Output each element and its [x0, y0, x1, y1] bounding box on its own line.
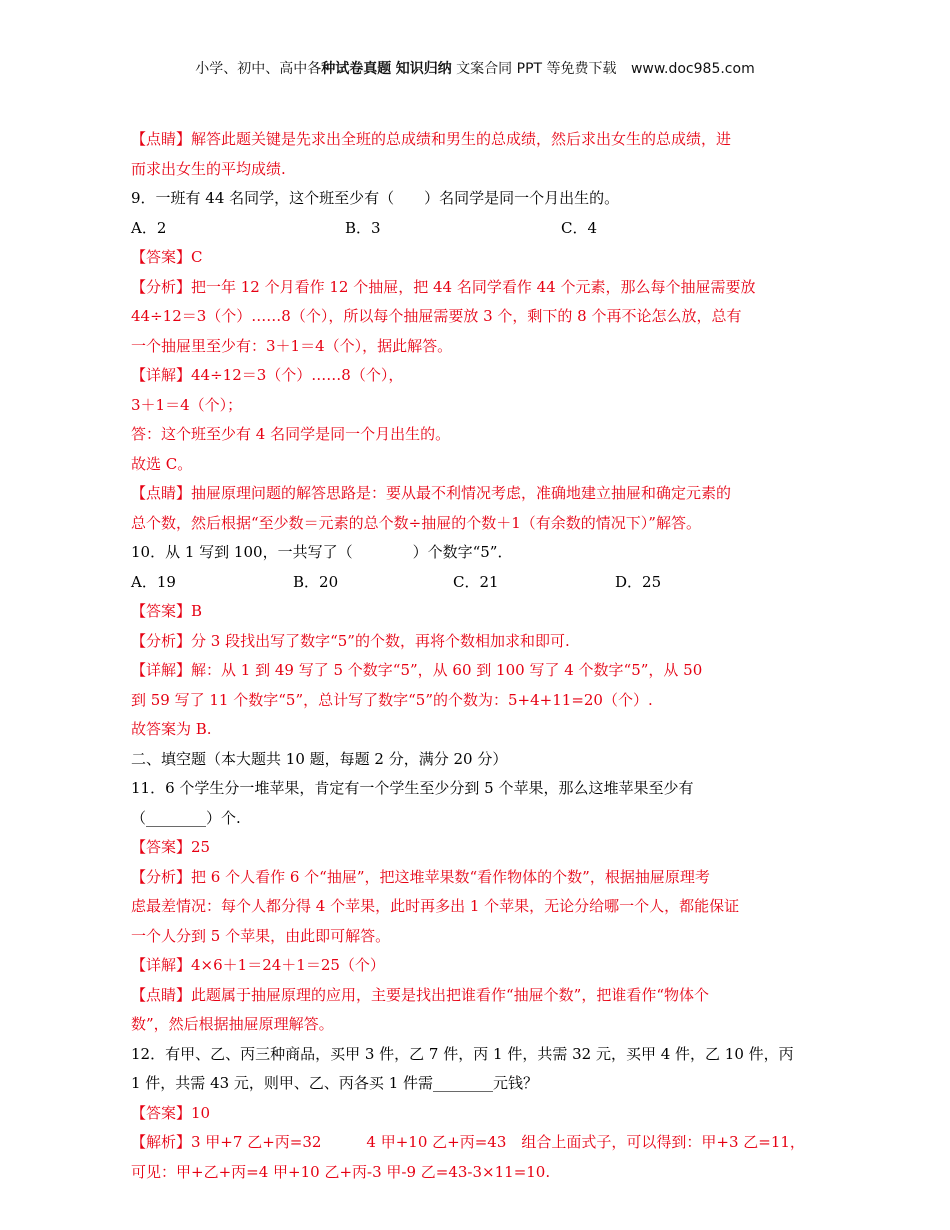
- q9-options: [131, 214, 821, 244]
- q9-option-a: A．2: [131, 218, 167, 237]
- q11-tip-1: 【点睛】此题属于抽屉原理的应用，主要是找出把谁看作“抽屉个数”，把谁看作“物体个: [131, 985, 710, 1004]
- q12-question-1: 12．有甲、乙、丙三种商品，买甲 3 件，乙 7 件，丙 1 件，共需 32 元，买甲 4 件，乙 10 件，丙: [131, 1044, 794, 1063]
- q12-question-2: 1 件，共需 43 元，则甲、乙、丙各买 1 件需________元钱？: [131, 1074, 539, 1092]
- q10-detail-2: 到 59 写了 11 个数字“5”，总计写了数字“5”的个数为：5+4+11=20（个）.: [131, 690, 653, 709]
- q10-analysis: 【分析】分 3 段找出写了数字“5”的个数，再将个数相加求和即可.: [131, 631, 570, 650]
- q9-detail-3: 答：这个班至少有 4 名同学是同一个月出生的。: [131, 425, 451, 443]
- q11-analysis-3: 一个人分到 5 个苹果，由此即可解答。: [131, 926, 391, 945]
- q9-answer: 【答案】C: [131, 248, 203, 266]
- q9-detail-2: 3＋1＝4（个）；: [131, 395, 243, 414]
- q9-option-b: B．3: [345, 218, 381, 237]
- q10-detail-1: 【详解】解：从 1 到 49 写了 5 个数字“5”，从 60 到 100 写了 4 个数字“5”，从 50: [131, 661, 703, 679]
- header-text-1: 小学、初中、高中各: [195, 61, 322, 77]
- q8-tip-line-2: 而求出女生的平均成绩.: [131, 159, 286, 178]
- section-2-heading: 二、填空题（本大题共 10 题，每题 2 分，满分 20 分）: [131, 749, 508, 768]
- header-bold: 种试卷真题: [321, 61, 392, 77]
- q9-detail-1: 【详解】44÷12＝3（个）……8（个），: [131, 366, 404, 384]
- q10-option-a: A．19: [131, 572, 176, 591]
- q11-detail: 【详解】4×6＋1＝24＋1＝25（个）: [131, 956, 385, 974]
- q10-detail-3: 故答案为 B.: [131, 720, 212, 738]
- q10-options: [131, 568, 821, 598]
- q10-question: 10．从 1 写到 100，一共写了（ ）个数字“5”．: [131, 543, 513, 561]
- q10-answer: 【答案】B: [131, 602, 203, 620]
- q9-question: 9．一班有 44 名同学，这个班至少有（ ）名同学是同一个月出生的。: [131, 189, 620, 207]
- header-text-2: 知识归纳: [395, 61, 452, 77]
- q11-question-1: 11．6 个学生分一堆苹果，肯定有一个学生至少分到 5 个苹果，那么这堆苹果至少有: [131, 779, 694, 797]
- q11-tip-2: 数”，然后根据抽屉原理解答。: [131, 1015, 334, 1033]
- q9-analysis-3: 一个抽屉里至少有：3＋1＝4（个），据此解答。: [131, 336, 453, 355]
- q11-analysis-2: 虑最差情况：每个人都分得 4 个苹果，此时再多出 1 个苹果，无论分给哪一个人，都能保证: [131, 897, 740, 915]
- q11-answer: 【答案】25: [131, 838, 211, 856]
- q11-question-2: （________）个.: [131, 808, 241, 827]
- q10-option-d: D．25: [615, 572, 662, 591]
- q9-detail-4: 故选 C。: [131, 454, 193, 473]
- q10-option-c: C．21: [453, 572, 499, 591]
- q9-tip-2: 总个数，然后根据“至少数＝元素的总个数÷抽屉的个数＋1（有余数的情况下）”解答。: [131, 513, 701, 532]
- q11-analysis-1: 【分析】把 6 个人看作 6 个“抽屉”，把这堆苹果数“看作物体的个数”，根据抽屉原理考: [131, 867, 710, 886]
- header-site-link[interactable]: www.doc985.com: [630, 61, 755, 77]
- q9-tip-1: 【点睛】抽屉原理问题的解答思路是：要从最不利情况考虑，准确地建立抽屉和确定元素的: [131, 484, 732, 502]
- q10-option-b: B．20: [293, 572, 339, 591]
- q12-solution-2: 可见：甲+乙+丙=4 甲+10 乙+丙-3 甲-9 乙=43-3×11=10.: [131, 1162, 551, 1181]
- document-body: [131, 125, 821, 1187]
- q12-solution-1: 【解析】3 甲+7 乙+丙=32 4 甲+10 乙+丙=43 组合上面式子，可以得到：甲+3 乙=11，: [131, 1133, 805, 1151]
- q12-answer: 【答案】10: [131, 1103, 211, 1122]
- q9-option-c: C．4: [561, 218, 598, 237]
- q9-analysis-1: 【分析】把一年 12 个月看作 12 个抽屉，把 44 名同学看作 44 个元素，那么每个抽屉需要放: [131, 277, 756, 296]
- header-text-3: 文案合同 PPT 等免费下载: [456, 61, 617, 77]
- page-header: [0, 58, 950, 78]
- q8-tip-line-1: 【点睛】解答此题关键是先求出全班的总成绩和男生的总成绩，然后求出女生的总成绩，进: [131, 130, 732, 148]
- q9-analysis-2: 44÷12＝3（个）……8（个），所以每个抽屉需要放 3 个，剩下的 8 个再不论怎么放，总有: [131, 307, 742, 325]
